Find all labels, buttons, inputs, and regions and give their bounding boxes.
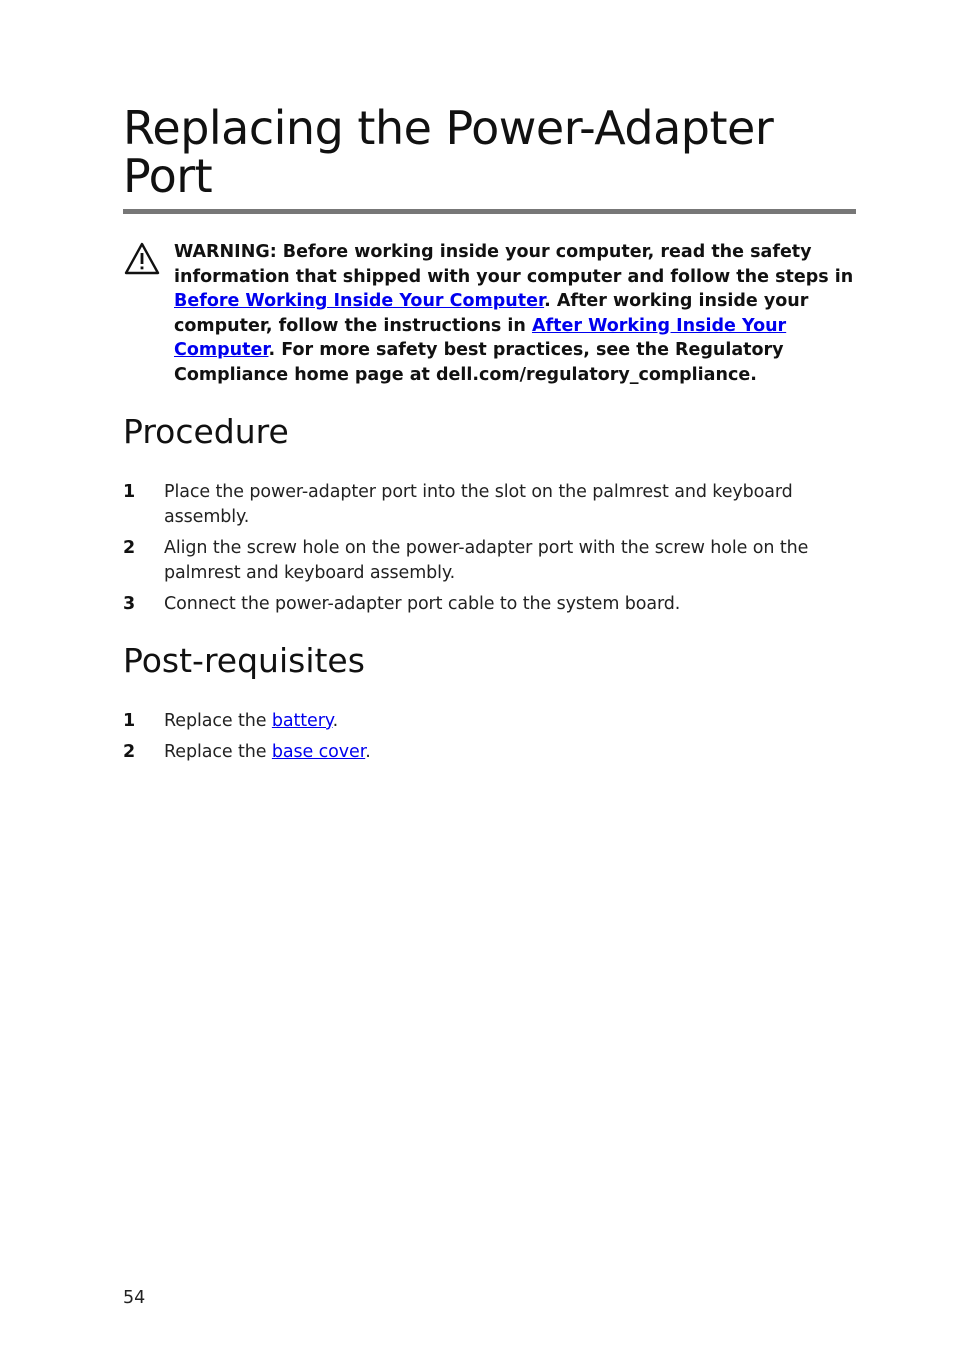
page-title: Replacing the Power-Adapter Port: [123, 101, 774, 203]
warning-triangle-icon: [123, 241, 161, 277]
step-text: Align the screw hole on the power-adapter port with the screw hole on the palmrest and keyboard assembly.: [164, 538, 809, 583]
step-text-suffix: .: [365, 742, 371, 762]
post-requisite-step: [123, 709, 858, 734]
procedure-steps: [123, 480, 858, 623]
step-text: Connect the power-adapter port cable to the system board.: [164, 594, 681, 614]
battery-link[interactable]: battery: [271, 711, 333, 731]
page-number: 54: [123, 1288, 146, 1308]
step-text: Place the power-adapter port into the slot on the palmrest and keyboard assembly.: [164, 482, 793, 527]
step-number: 1: [123, 482, 136, 502]
step-number: 2: [123, 538, 136, 558]
step-text-prefix: Replace the: [164, 711, 272, 731]
step-number: 1: [123, 711, 136, 731]
procedure-step: [123, 592, 858, 617]
procedure-step: [123, 536, 858, 586]
step-text-suffix: .: [332, 711, 339, 731]
step-number: 3: [123, 594, 136, 614]
step-text-prefix: Replace the: [164, 742, 272, 762]
warning-text-part: WARNING: Before working inside your computer, read the safety information that shipped with your computer and follow the steps in: [174, 242, 854, 287]
title-divider: [123, 209, 856, 214]
post-requisites-steps: [123, 709, 858, 771]
warning-text: [174, 240, 854, 388]
post-requisite-step: [123, 740, 858, 765]
base-cover-link[interactable]: base cover: [271, 742, 366, 762]
warning-text-part: . After working inside your computer, follow the instructions in: [174, 291, 809, 336]
procedure-step: [123, 480, 858, 530]
before-working-link[interactable]: Before Working Inside Your Computer: [174, 291, 545, 312]
post-requisites-heading: Post-requisites: [123, 641, 365, 680]
procedure-heading: Procedure: [123, 412, 289, 451]
after-working-link[interactable]: After Working Inside Your Computer: [174, 315, 787, 361]
step-number: 2: [123, 742, 136, 762]
warning-text-part: . For more safety best practices, see the Regulatory Compliance home page at dell.com/regulatory_compliance.: [174, 340, 784, 385]
